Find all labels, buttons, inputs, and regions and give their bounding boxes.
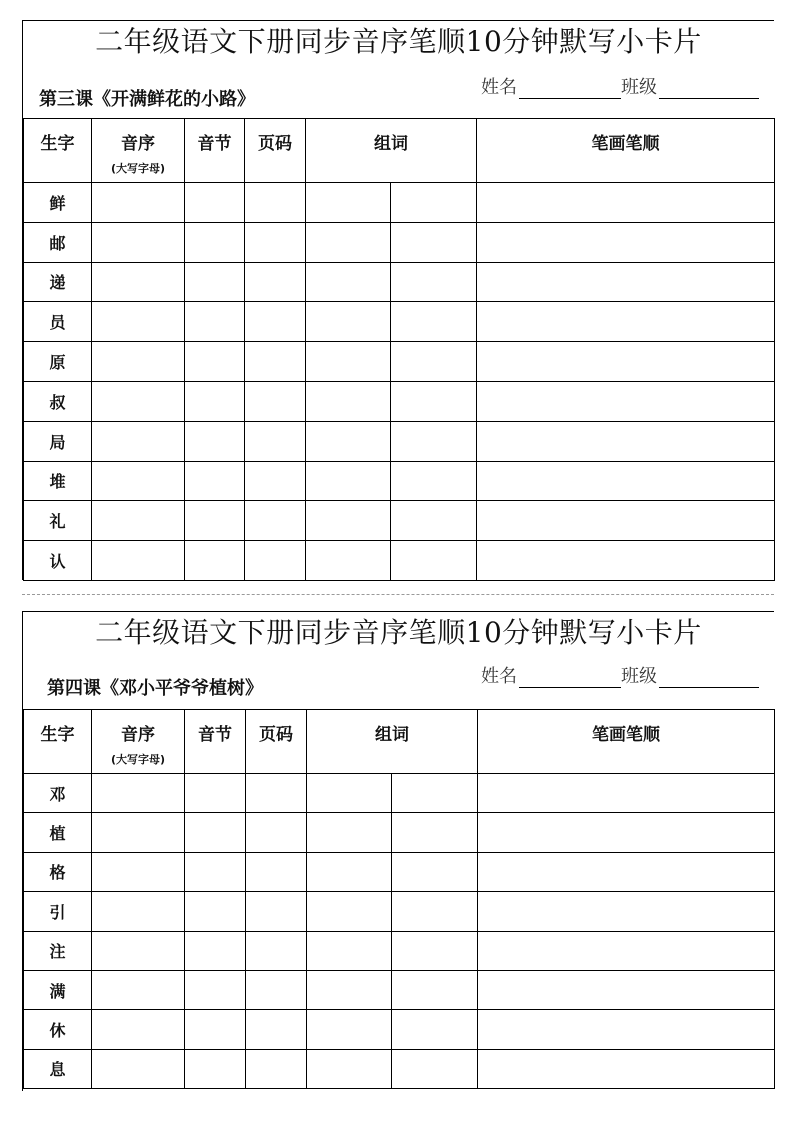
yema-cell[interactable]: [246, 852, 307, 891]
bishun-cell[interactable]: [478, 892, 775, 931]
zuci-cell-1[interactable]: [306, 183, 391, 223]
name-blank[interactable]: [519, 78, 621, 99]
zuci-cell-1[interactable]: [306, 302, 391, 342]
zuci-cell-2[interactable]: [391, 541, 477, 581]
zuci-cell-2[interactable]: [392, 1010, 478, 1049]
header-yinxu-label: 音序: [121, 134, 155, 154]
yema-cell[interactable]: [246, 774, 307, 813]
rows-body: [24, 774, 775, 1089]
yinjie-cell[interactable]: [185, 1010, 246, 1049]
yema-cell[interactable]: [246, 1010, 307, 1049]
header-bishun: 笔画笔顺: [477, 119, 775, 183]
yinjie-cell[interactable]: [185, 852, 246, 891]
zuci-cell-2[interactable]: [392, 970, 478, 1009]
character-table: [23, 118, 775, 581]
character-cell: 注: [24, 931, 92, 970]
yinxu-cell[interactable]: [92, 381, 185, 421]
header-yinxu-label: 音序: [121, 725, 155, 745]
yinxu-cell[interactable]: [92, 774, 185, 813]
table-row: [24, 1049, 775, 1088]
character-cell: 鲜: [24, 183, 92, 223]
header-row: [24, 710, 775, 774]
yinjie-cell[interactable]: [185, 421, 245, 461]
zuci-cell-2[interactable]: [391, 421, 477, 461]
zuci-cell-1[interactable]: [307, 813, 392, 852]
table-row: [24, 813, 775, 852]
bishun-cell[interactable]: [478, 970, 775, 1009]
header-yinxu: [92, 119, 185, 183]
character-table: [23, 709, 775, 1089]
lesson-title: 第三课《开满鲜花的小路》: [39, 89, 255, 110]
table-row: [24, 262, 775, 302]
yinjie-cell[interactable]: [185, 774, 246, 813]
class-blank[interactable]: [659, 667, 759, 688]
character-cell: 叔: [24, 381, 92, 421]
zuci-cell-2[interactable]: [392, 1049, 478, 1088]
yinxu-cell[interactable]: [92, 342, 185, 382]
bishun-cell[interactable]: [477, 342, 775, 382]
bishun-cell[interactable]: [478, 852, 775, 891]
lesson-title: 第四课《邓小平爷爷植树》: [47, 678, 263, 699]
yema-cell[interactable]: [245, 381, 306, 421]
table-row: [24, 970, 775, 1009]
character-cell: 满: [24, 970, 92, 1009]
header-yinxu: [92, 710, 185, 774]
zuci-cell-2[interactable]: [391, 342, 477, 382]
yinxu-cell[interactable]: [92, 501, 185, 541]
yema-cell[interactable]: [245, 541, 306, 581]
name-class-line: [481, 662, 759, 688]
yinjie-cell[interactable]: [185, 222, 245, 262]
yema-cell[interactable]: [245, 501, 306, 541]
yema-cell[interactable]: [245, 183, 306, 223]
yinxu-cell[interactable]: [92, 892, 185, 931]
yema-cell[interactable]: [245, 421, 306, 461]
yinjie-cell[interactable]: [185, 1049, 246, 1088]
header-yinjie: 音节: [185, 119, 245, 183]
yinxu-cell[interactable]: [92, 852, 185, 891]
character-cell: 休: [24, 1010, 92, 1049]
yinxu-cell[interactable]: [92, 1049, 185, 1088]
bishun-cell[interactable]: [477, 302, 775, 342]
rows-body: [24, 183, 775, 581]
zuci-cell-2[interactable]: [391, 262, 477, 302]
yinxu-cell[interactable]: [92, 302, 185, 342]
bishun-cell[interactable]: [477, 421, 775, 461]
table-row: [24, 541, 775, 581]
yinjie-cell[interactable]: [185, 813, 246, 852]
bishun-cell[interactable]: [478, 1010, 775, 1049]
zuci-cell-2[interactable]: [391, 302, 477, 342]
character-cell: 礼: [24, 501, 92, 541]
bishun-cell[interactable]: [477, 541, 775, 581]
zuci-cell-1[interactable]: [307, 1010, 392, 1049]
character-cell: 局: [24, 421, 92, 461]
zuci-cell-1[interactable]: [306, 222, 391, 262]
character-cell: 植: [24, 813, 92, 852]
table-row: [24, 421, 775, 461]
character-cell: 原: [24, 342, 92, 382]
table-row: [24, 461, 775, 501]
header-char: 生字: [24, 119, 92, 183]
table-row: [24, 222, 775, 262]
zuci-cell-2[interactable]: [392, 774, 478, 813]
yinxu-cell[interactable]: [92, 222, 185, 262]
yinjie-cell[interactable]: [185, 381, 245, 421]
yinxu-cell[interactable]: [92, 931, 185, 970]
name-label: 姓名: [481, 666, 517, 687]
yema-cell[interactable]: [246, 1049, 307, 1088]
zuci-cell-1[interactable]: [307, 774, 392, 813]
card-title: 二年级语文下册同步音序笔顺10分钟默写小卡片: [95, 25, 702, 58]
name-class-line: [481, 73, 759, 99]
zuci-cell-2[interactable]: [392, 892, 478, 931]
header-zuci: 组词: [307, 710, 478, 774]
class-blank[interactable]: [659, 78, 759, 99]
zuci-cell-1[interactable]: [306, 461, 391, 501]
zuci-cell-1[interactable]: [306, 381, 391, 421]
class-label: 班级: [621, 77, 657, 98]
zuci-cell-1[interactable]: [306, 342, 391, 382]
dictation-card-2: [22, 611, 774, 1091]
table-row: [24, 183, 775, 223]
zuci-cell-2[interactable]: [391, 501, 477, 541]
yema-cell[interactable]: [246, 892, 307, 931]
header-yinxu-sub: (大写字母): [110, 753, 166, 766]
table-row: [24, 931, 775, 970]
yema-cell[interactable]: [245, 461, 306, 501]
yinxu-cell[interactable]: [92, 970, 185, 1009]
bishun-cell[interactable]: [477, 381, 775, 421]
yinjie-cell[interactable]: [185, 931, 246, 970]
yinxu-cell[interactable]: [92, 813, 185, 852]
bishun-cell[interactable]: [477, 262, 775, 302]
yinjie-cell[interactable]: [185, 461, 245, 501]
zuci-cell-1[interactable]: [307, 970, 392, 1009]
bishun-cell[interactable]: [478, 931, 775, 970]
bishun-cell[interactable]: [477, 501, 775, 541]
zuci-cell-1[interactable]: [307, 931, 392, 970]
yema-cell[interactable]: [246, 970, 307, 1009]
character-cell: 堆: [24, 461, 92, 501]
character-cell: 息: [24, 1049, 92, 1088]
header-char: 生字: [24, 710, 92, 774]
yema-cell[interactable]: [246, 931, 307, 970]
yinjie-cell[interactable]: [185, 342, 245, 382]
yinxu-cell[interactable]: [92, 262, 185, 302]
bishun-cell[interactable]: [478, 813, 775, 852]
dictation-card-1: [22, 20, 774, 580]
zuci-cell-2[interactable]: [392, 852, 478, 891]
name-label: 姓名: [481, 77, 517, 98]
table-row: [24, 852, 775, 891]
bishun-cell[interactable]: [478, 1049, 775, 1088]
card-separator: [22, 594, 774, 595]
yema-cell[interactable]: [245, 302, 306, 342]
table-row: [24, 302, 775, 342]
zuci-cell-1[interactable]: [306, 421, 391, 461]
yinjie-cell[interactable]: [185, 183, 245, 223]
zuci-cell-2[interactable]: [392, 931, 478, 970]
yinxu-cell[interactable]: [92, 541, 185, 581]
zuci-cell-2[interactable]: [391, 461, 477, 501]
bishun-cell[interactable]: [477, 222, 775, 262]
table-row: [24, 501, 775, 541]
yinjie-cell[interactable]: [185, 970, 246, 1009]
yinxu-cell[interactable]: [92, 461, 185, 501]
zuci-cell-2[interactable]: [392, 813, 478, 852]
yinjie-cell[interactable]: [185, 262, 245, 302]
yinxu-cell[interactable]: [92, 421, 185, 461]
yinjie-cell[interactable]: [185, 541, 245, 581]
table-row: [24, 342, 775, 382]
bishun-cell[interactable]: [477, 183, 775, 223]
name-blank[interactable]: [519, 667, 621, 688]
character-cell: 格: [24, 852, 92, 891]
zuci-cell-1[interactable]: [306, 262, 391, 302]
zuci-cell-1[interactable]: [307, 1049, 392, 1088]
character-cell: 员: [24, 302, 92, 342]
header-yema: 页码: [245, 119, 306, 183]
yema-cell[interactable]: [245, 342, 306, 382]
header-yinjie: 音节: [185, 710, 246, 774]
bishun-cell[interactable]: [478, 774, 775, 813]
zuci-cell-2[interactable]: [391, 222, 477, 262]
yema-cell[interactable]: [245, 262, 306, 302]
table-row: [24, 892, 775, 931]
yinxu-cell[interactable]: [92, 183, 185, 223]
card-title: 二年级语文下册同步音序笔顺10分钟默写小卡片: [95, 616, 702, 649]
zuci-cell-1[interactable]: [307, 852, 392, 891]
table-row: [24, 1010, 775, 1049]
yema-cell[interactable]: [245, 222, 306, 262]
character-cell: 邮: [24, 222, 92, 262]
zuci-cell-1[interactable]: [306, 501, 391, 541]
zuci-cell-1[interactable]: [306, 541, 391, 581]
header-row: [24, 119, 775, 183]
character-cell: 邓: [24, 774, 92, 813]
character-cell: 认: [24, 541, 92, 581]
table-row: [24, 774, 775, 813]
yema-cell[interactable]: [246, 813, 307, 852]
yinxu-cell[interactable]: [92, 1010, 185, 1049]
bishun-cell[interactable]: [477, 461, 775, 501]
zuci-cell-2[interactable]: [391, 183, 477, 223]
yinjie-cell[interactable]: [185, 501, 245, 541]
header-yema: 页码: [246, 710, 307, 774]
table-row: [24, 381, 775, 421]
yinjie-cell[interactable]: [185, 892, 246, 931]
yinjie-cell[interactable]: [185, 302, 245, 342]
header-bishun: 笔画笔顺: [478, 710, 775, 774]
zuci-cell-2[interactable]: [391, 381, 477, 421]
header-yinxu-sub: (大写字母): [110, 162, 166, 175]
zuci-cell-1[interactable]: [307, 892, 392, 931]
character-cell: 递: [24, 262, 92, 302]
class-label: 班级: [621, 666, 657, 687]
header-zuci: 组词: [306, 119, 477, 183]
character-cell: 引: [24, 892, 92, 931]
